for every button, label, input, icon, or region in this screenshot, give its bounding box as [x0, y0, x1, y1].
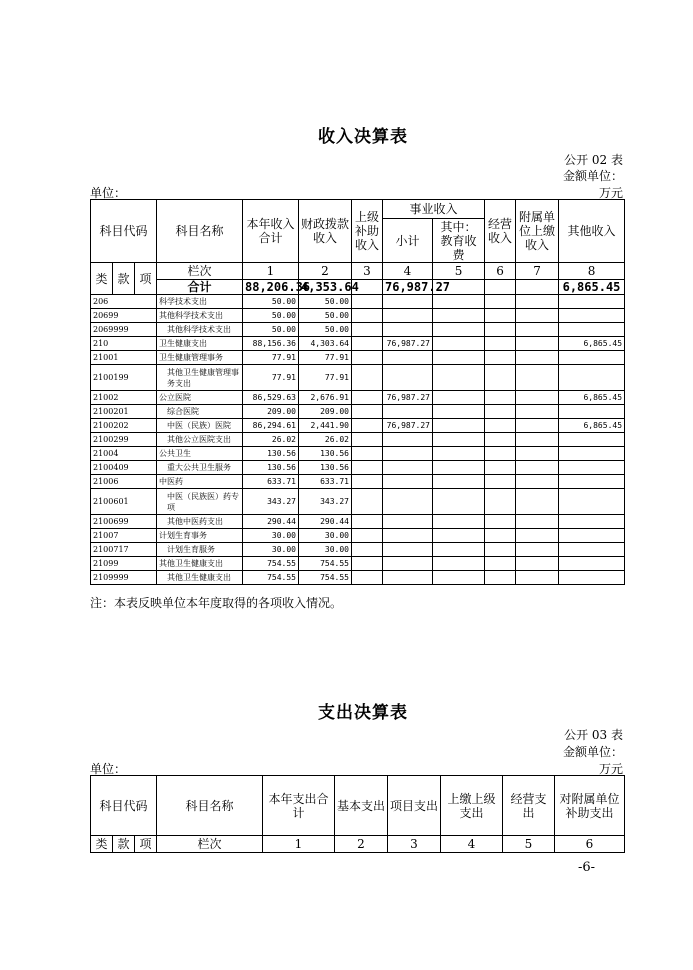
- row-value: [516, 295, 559, 309]
- row-value: [485, 309, 516, 323]
- row-name: 其他卫生健康支出: [157, 571, 243, 585]
- row-value: [516, 461, 559, 475]
- table-row: [91, 461, 625, 475]
- col-header-other: 其他收入: [559, 200, 625, 263]
- col-header-total: 本年收入合计: [243, 200, 299, 263]
- col-number: 8: [559, 263, 625, 280]
- row-value: 50.00: [299, 309, 352, 323]
- row-value: 50.00: [299, 323, 352, 337]
- row-code: 2100409: [91, 461, 157, 475]
- row-value: 50.00: [243, 295, 299, 309]
- row-code: 2100601: [91, 489, 157, 515]
- row-value: 30.00: [243, 529, 299, 543]
- row-value: [485, 405, 516, 419]
- exp-col-header-lanci: 栏次: [157, 836, 263, 853]
- table-row: [91, 571, 625, 585]
- col-header-upper: 上级补助收入: [352, 200, 383, 263]
- col-header-code: 科目代码: [91, 200, 157, 263]
- row-value: 754.55: [243, 571, 299, 585]
- row-value: [516, 571, 559, 585]
- row-name: 其他科学技术支出: [157, 323, 243, 337]
- row-value: [559, 489, 625, 515]
- row-value: 30.00: [299, 529, 352, 543]
- exp-col-header-name: 科目名称: [157, 776, 263, 836]
- row-value: [559, 475, 625, 489]
- row-code: 2100202: [91, 419, 157, 433]
- row-value: 76,987.27: [383, 419, 433, 433]
- row-value: 2,441.90: [299, 419, 352, 433]
- row-value: [352, 433, 383, 447]
- table-row: [91, 475, 625, 489]
- income-title: 收入决算表: [318, 127, 408, 147]
- row-value: [352, 571, 383, 585]
- row-value: [485, 433, 516, 447]
- row-name: 其他卫生健康管理事务支出: [157, 365, 243, 391]
- income-note: 注：本表反映单位本年度取得的各项收入情况。: [90, 596, 343, 610]
- row-value: [485, 571, 516, 585]
- row-value: 754.55: [299, 557, 352, 571]
- row-value: 209.00: [299, 405, 352, 419]
- row-value: [516, 323, 559, 337]
- table-row: [91, 365, 625, 391]
- row-value: [352, 543, 383, 557]
- col-number: 4: [383, 263, 433, 280]
- col-header-subtotal: 小计: [383, 219, 433, 263]
- row-value: [383, 461, 433, 475]
- row-name: 中医药: [157, 475, 243, 489]
- col-header-kuan: 款: [113, 263, 135, 295]
- expense-unit-left: 单位：: [90, 762, 127, 776]
- row-value: 86,529.63: [243, 391, 299, 405]
- row-value: 754.55: [243, 557, 299, 571]
- row-value: [433, 475, 485, 489]
- row-value: 290.44: [243, 515, 299, 529]
- table-row: [91, 295, 625, 309]
- row-value: [516, 447, 559, 461]
- row-value: 4,303.64: [299, 337, 352, 351]
- col-header-lanci: 栏次: [157, 263, 243, 280]
- row-value: [433, 351, 485, 365]
- exp-col-number: 5: [503, 836, 555, 853]
- row-value: 50.00: [299, 295, 352, 309]
- row-value: 88,156.36: [243, 337, 299, 351]
- row-value: [352, 419, 383, 433]
- col-number: 2: [299, 263, 352, 280]
- row-name: 重大公共卫生服务: [157, 461, 243, 475]
- row-value: [352, 405, 383, 419]
- row-value: [485, 489, 516, 515]
- row-value: 6,865.45: [559, 337, 625, 351]
- row-name: 中医（民族医）药专项: [157, 489, 243, 515]
- row-value: 30.00: [243, 543, 299, 557]
- row-value: 6,865.45: [559, 419, 625, 433]
- row-value: [383, 447, 433, 461]
- row-value: 2,676.91: [299, 391, 352, 405]
- row-code: 2100201: [91, 405, 157, 419]
- row-value: [485, 447, 516, 461]
- row-value: [485, 557, 516, 571]
- exp-col-number: 1: [263, 836, 335, 853]
- table-row: [91, 543, 625, 557]
- row-value: 343.27: [243, 489, 299, 515]
- row-value: 290.44: [299, 515, 352, 529]
- row-value: [485, 351, 516, 365]
- col-number: 5: [433, 263, 485, 280]
- row-value: 26.02: [243, 433, 299, 447]
- row-name: 卫生健康支出: [157, 337, 243, 351]
- row-code: 2069999: [91, 323, 157, 337]
- col-number: 6: [485, 263, 516, 280]
- row-value: 130.56: [299, 461, 352, 475]
- total-cell: [485, 280, 516, 295]
- table-row: [91, 337, 625, 351]
- row-value: [485, 295, 516, 309]
- col-number: 7: [516, 263, 559, 280]
- row-value: [559, 461, 625, 475]
- page-number: -6-: [578, 860, 596, 875]
- row-value: 76,987.27: [383, 391, 433, 405]
- row-value: [559, 529, 625, 543]
- row-value: [352, 557, 383, 571]
- row-value: [433, 405, 485, 419]
- col-header-affil: 附属单位上缴收入: [516, 200, 559, 263]
- row-code: 2100717: [91, 543, 157, 557]
- row-value: 76,987.27: [383, 337, 433, 351]
- row-name: 计划生育事务: [157, 529, 243, 543]
- col-header-edu: 其中：教育收费: [433, 219, 485, 263]
- row-value: [352, 515, 383, 529]
- row-name: 科学技术支出: [157, 295, 243, 309]
- row-value: [433, 529, 485, 543]
- income-unit-right: 万元: [598, 186, 623, 200]
- row-value: [485, 323, 516, 337]
- row-value: [516, 391, 559, 405]
- row-value: [383, 365, 433, 391]
- row-value: [352, 323, 383, 337]
- row-value: [383, 557, 433, 571]
- row-value: [433, 365, 485, 391]
- row-value: [433, 309, 485, 323]
- exp-col-header-upper: 上缴上级支出: [441, 776, 503, 836]
- row-value: [559, 557, 625, 571]
- exp-col-number: 4: [441, 836, 503, 853]
- row-value: 130.56: [299, 447, 352, 461]
- exp-col-header-xiang: 项: [135, 836, 157, 853]
- row-value: [383, 515, 433, 529]
- table-row: [91, 557, 625, 571]
- row-code: 21006: [91, 475, 157, 489]
- row-value: 26.02: [299, 433, 352, 447]
- row-value: [559, 351, 625, 365]
- row-value: [559, 295, 625, 309]
- row-value: [352, 309, 383, 323]
- row-value: [559, 543, 625, 557]
- row-code: 20699: [91, 309, 157, 323]
- row-value: [433, 543, 485, 557]
- income-amount-unit-label: 金额单位：: [562, 169, 623, 183]
- row-value: [516, 489, 559, 515]
- col-header-fiscal: 财政拨款收入: [299, 200, 352, 263]
- row-value: [485, 365, 516, 391]
- row-value: [485, 543, 516, 557]
- row-value: [516, 337, 559, 351]
- row-value: [516, 433, 559, 447]
- table-row: [91, 323, 625, 337]
- row-value: [383, 309, 433, 323]
- row-code: 210: [91, 337, 157, 351]
- row-value: [383, 405, 433, 419]
- row-value: [516, 543, 559, 557]
- exp-col-header-oper: 经营支出: [503, 776, 555, 836]
- row-value: [352, 365, 383, 391]
- row-value: [516, 405, 559, 419]
- row-code: 206: [91, 295, 157, 309]
- row-value: [559, 447, 625, 461]
- row-value: [352, 461, 383, 475]
- row-value: [383, 433, 433, 447]
- row-value: [516, 475, 559, 489]
- expense-amount-unit-label: 金额单位：: [562, 745, 623, 759]
- row-name: 其他卫生健康支出: [157, 557, 243, 571]
- expense-doc-no: 公开 03 表: [564, 728, 623, 742]
- row-value: [433, 447, 485, 461]
- row-code: 21001: [91, 351, 157, 365]
- table-row: [91, 419, 625, 433]
- row-code: 2100699: [91, 515, 157, 529]
- total-cell: 6,865.45: [559, 280, 625, 295]
- table-row: [91, 351, 625, 365]
- row-value: [383, 571, 433, 585]
- row-name: 公共卫生: [157, 447, 243, 461]
- row-value: 130.56: [243, 461, 299, 475]
- exp-col-header-project: 项目支出: [388, 776, 441, 836]
- expense-title: 支出决算表: [318, 703, 408, 723]
- expense-unit-right: 万元: [598, 762, 623, 776]
- row-value: [433, 337, 485, 351]
- row-value: [485, 461, 516, 475]
- total-cell: 76,987.27: [383, 280, 433, 295]
- row-value: [559, 515, 625, 529]
- row-code: 21004: [91, 447, 157, 461]
- row-value: [433, 391, 485, 405]
- row-value: [352, 489, 383, 515]
- row-value: 77.91: [243, 351, 299, 365]
- exp-col-header-lei: 类: [91, 836, 113, 853]
- row-value: 754.55: [299, 571, 352, 585]
- row-value: [516, 515, 559, 529]
- row-value: [383, 351, 433, 365]
- table-row: [91, 447, 625, 461]
- row-value: 209.00: [243, 405, 299, 419]
- exp-col-header-code: 科目代码: [91, 776, 157, 836]
- table-row: [91, 391, 625, 405]
- total-cell: 4,353.64: [299, 280, 352, 295]
- row-value: 77.91: [299, 365, 352, 391]
- col-header-name: 科目名称: [157, 200, 243, 263]
- income-unit-left: 单位：: [90, 186, 127, 200]
- row-value: [559, 365, 625, 391]
- row-code: 2100199: [91, 365, 157, 391]
- exp-col-number: 6: [555, 836, 625, 853]
- row-value: [352, 391, 383, 405]
- row-value: [433, 419, 485, 433]
- col-number: 1: [243, 263, 299, 280]
- row-value: [352, 295, 383, 309]
- row-code: 2100299: [91, 433, 157, 447]
- row-value: 130.56: [243, 447, 299, 461]
- row-value: [485, 515, 516, 529]
- col-number: 3: [352, 263, 383, 280]
- row-value: [485, 475, 516, 489]
- row-name: 中医（民族）医院: [157, 419, 243, 433]
- row-value: [433, 515, 485, 529]
- table-row: [91, 309, 625, 323]
- row-value: [559, 433, 625, 447]
- row-name: 综合医院: [157, 405, 243, 419]
- row-name: 其他科学技术支出: [157, 309, 243, 323]
- row-value: 343.27: [299, 489, 352, 515]
- row-value: [485, 529, 516, 543]
- row-value: [433, 489, 485, 515]
- row-code: 21099: [91, 557, 157, 571]
- row-value: [516, 419, 559, 433]
- exp-col-number: 3: [388, 836, 441, 853]
- row-value: [433, 295, 485, 309]
- total-cell: [516, 280, 559, 295]
- row-value: [559, 571, 625, 585]
- row-value: [352, 351, 383, 365]
- row-value: 6,865.45: [559, 391, 625, 405]
- row-value: [516, 557, 559, 571]
- row-value: [516, 529, 559, 543]
- exp-col-number: 2: [335, 836, 388, 853]
- total-cell: 88,206.36: [243, 280, 299, 295]
- exp-col-header-total: 本年支出合计: [263, 776, 335, 836]
- col-header-oper: 经营收入: [485, 200, 516, 263]
- row-name: 计划生育服务: [157, 543, 243, 557]
- total-label: 合计: [157, 280, 243, 295]
- table-row: [91, 489, 625, 515]
- row-value: 633.71: [299, 475, 352, 489]
- row-value: [383, 475, 433, 489]
- row-value: [433, 557, 485, 571]
- row-value: [433, 571, 485, 585]
- income-table: [90, 199, 625, 585]
- row-value: 77.91: [243, 365, 299, 391]
- row-value: [383, 543, 433, 557]
- row-name: 公立医院: [157, 391, 243, 405]
- row-value: [352, 475, 383, 489]
- row-value: [433, 433, 485, 447]
- row-value: [516, 365, 559, 391]
- table-row: [91, 529, 625, 543]
- row-value: [383, 489, 433, 515]
- col-header-career: 事业收入: [383, 200, 485, 219]
- row-value: [433, 323, 485, 337]
- row-value: [433, 461, 485, 475]
- exp-col-header-affil: 对附属单位补助支出: [555, 776, 625, 836]
- exp-col-header-kuan: 款: [113, 836, 135, 853]
- row-value: [485, 337, 516, 351]
- col-header-lei: 类: [91, 263, 113, 295]
- row-name: 其他中医药支出: [157, 515, 243, 529]
- col-header-xiang: 项: [135, 263, 157, 295]
- row-value: 86,294.61: [243, 419, 299, 433]
- exp-col-header-basic: 基本支出: [335, 776, 388, 836]
- income-body: [91, 295, 625, 585]
- row-code: 2109999: [91, 571, 157, 585]
- row-value: 633.71: [243, 475, 299, 489]
- row-code: 21007: [91, 529, 157, 543]
- row-value: [352, 337, 383, 351]
- row-value: 50.00: [243, 309, 299, 323]
- table-row: [91, 515, 625, 529]
- table-row: [91, 433, 625, 447]
- row-value: [352, 447, 383, 461]
- row-value: [383, 295, 433, 309]
- row-value: [383, 323, 433, 337]
- row-value: [516, 351, 559, 365]
- row-value: 77.91: [299, 351, 352, 365]
- income-doc-no: 公开 02 表: [564, 153, 623, 167]
- row-value: [383, 529, 433, 543]
- row-name: 其他公立医院支出: [157, 433, 243, 447]
- expense-table: [90, 775, 625, 853]
- row-value: [485, 419, 516, 433]
- row-value: [559, 323, 625, 337]
- row-value: 50.00: [243, 323, 299, 337]
- row-value: [516, 309, 559, 323]
- row-code: 21002: [91, 391, 157, 405]
- table-row: [91, 405, 625, 419]
- row-value: [485, 391, 516, 405]
- row-value: [559, 309, 625, 323]
- row-value: [352, 529, 383, 543]
- row-name: 卫生健康管理事务: [157, 351, 243, 365]
- row-value: 30.00: [299, 543, 352, 557]
- row-value: [559, 405, 625, 419]
